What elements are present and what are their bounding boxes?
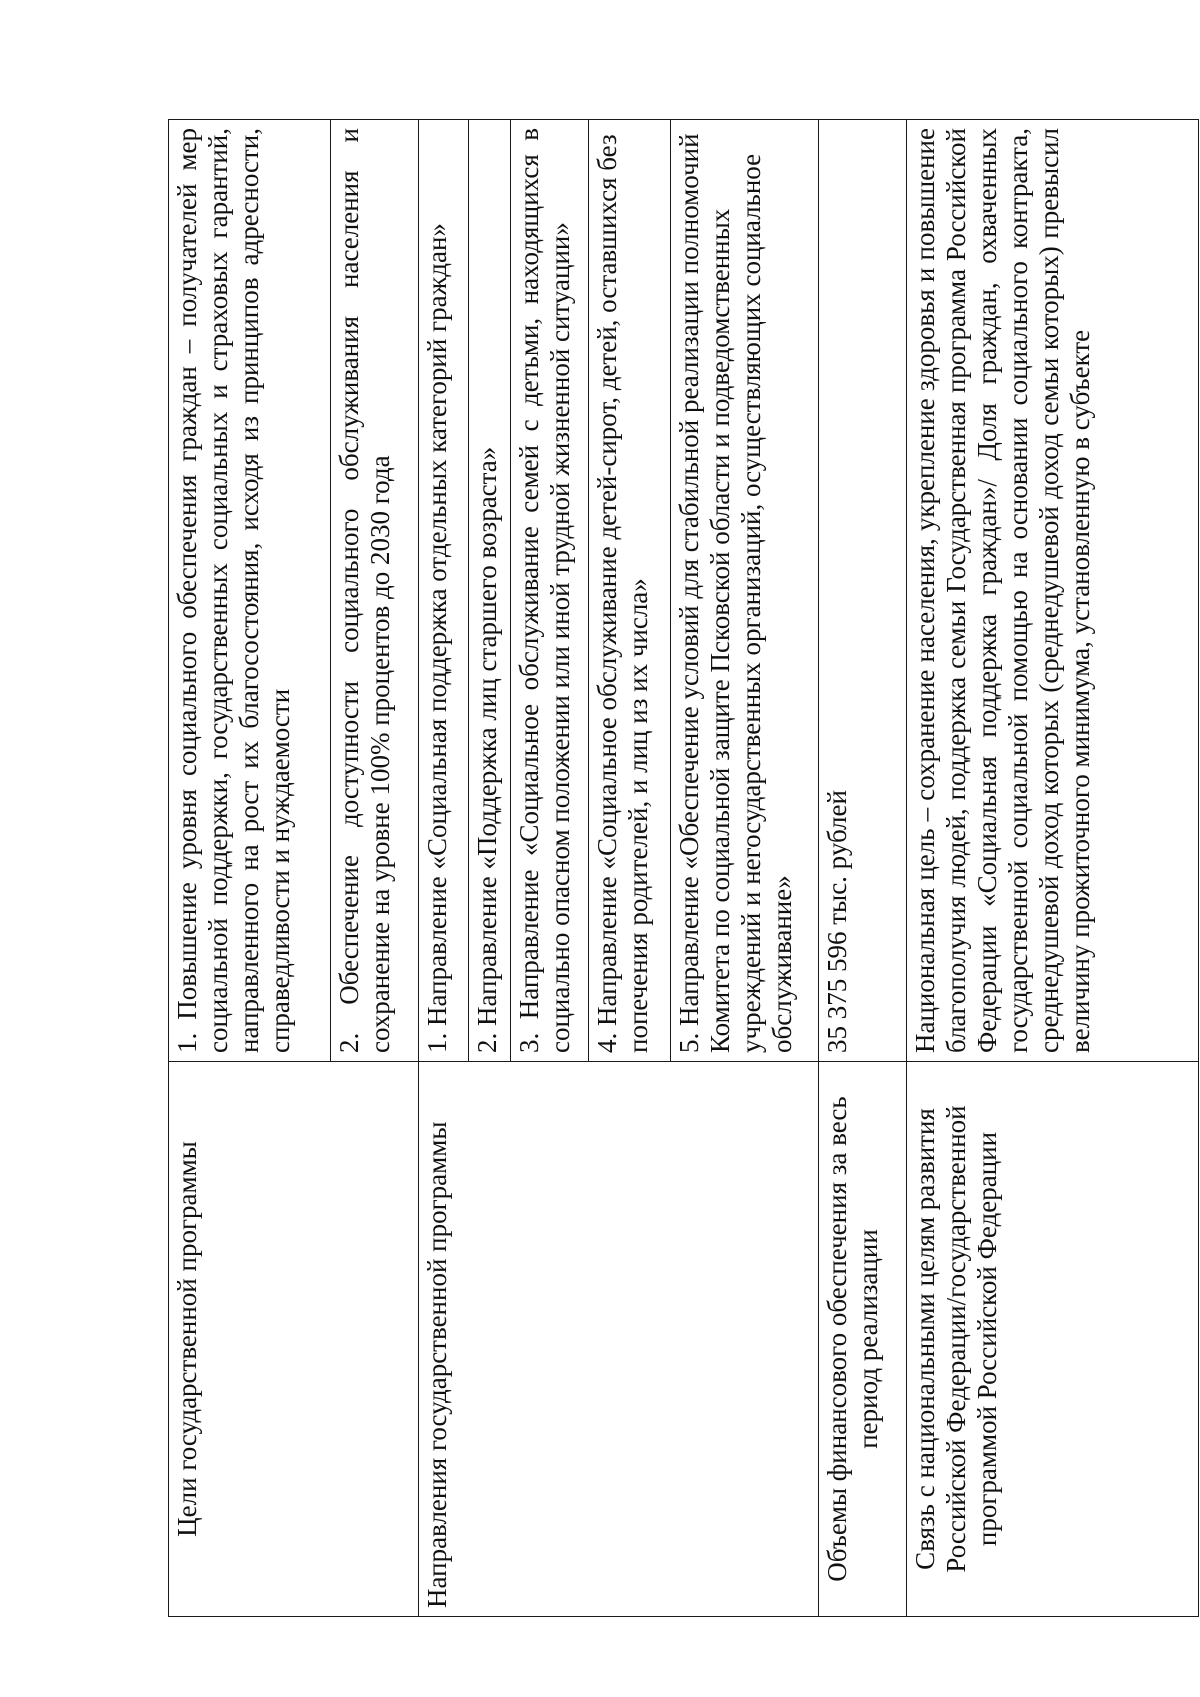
program-passport-table [168, 119, 1199, 1617]
funding-label: Объемы финансового обеспечения за весь период реализации [819, 1062, 907, 1617]
direction-item: 1. Направление «Социальная поддержка отдельных категорий граждан» [419, 120, 469, 1062]
table-row [907, 120, 1199, 1617]
link-value: Национальная цель – сохранение населения, укрепление здоровья и повышение благополучия людей, поддержка семьи Государственная программа Российской Федерации «Социальная поддержка граждан»/ Доля граждан, охваченных государственной социальной помощью на основании социального контракта, среднедушевой доход которых (среднедушевой доход семьи которых) превысил величину прожиточного минимума, установленную в субъекте [907, 120, 1199, 1062]
directions-label: Направления государственной программы [419, 1062, 819, 1617]
link-label: Связь с национальными целям развития Российской Федерации/государственной программой Российской Федерации [907, 1062, 1199, 1617]
goal-item: 2. Обеспечение доступности социального обслуживания населения и сохранение на уровне 100% процентов до 2030 года [331, 120, 419, 1062]
direction-item: 5. Направление «Обеспечение условий для стабильной реализации полномочий Комитета по социальной защите Псковской области и подведомственных учреждений и негосударственных организаций, осуществляющих социальное обслуживание» [671, 120, 819, 1062]
rotated-table-frame [168, 120, 1198, 1617]
goal-item: 1. Повышение уровня социального обеспечения граждан – получателей мер социальной поддержки, государственных социальных и страховых гарантий, направленного на рост их благосостояния, исходя из принципов адресности, справедливости и нуждаемости [169, 120, 331, 1062]
table-row [169, 120, 331, 1617]
table-row [819, 120, 907, 1617]
funding-value: 35 375 596 тыс. рублей [819, 120, 907, 1062]
direction-item: 4. Направление «Социальное обслуживание детей-сирот, детей, оставшихся без попечения родителей, и лиц из их числа» [589, 120, 671, 1062]
direction-item: 2. Направление «Поддержка лиц старшего возраста» [469, 120, 511, 1062]
goals-label: Цели государственной программы [169, 1062, 419, 1617]
landscape-table-wrapper [168, 120, 1198, 1617]
table-row [419, 120, 469, 1617]
direction-item: 3. Направление «Социальное обслуживание семей с детьми, находящихся в социально опасном положении или иной трудной жизненной ситуации» [511, 120, 589, 1062]
